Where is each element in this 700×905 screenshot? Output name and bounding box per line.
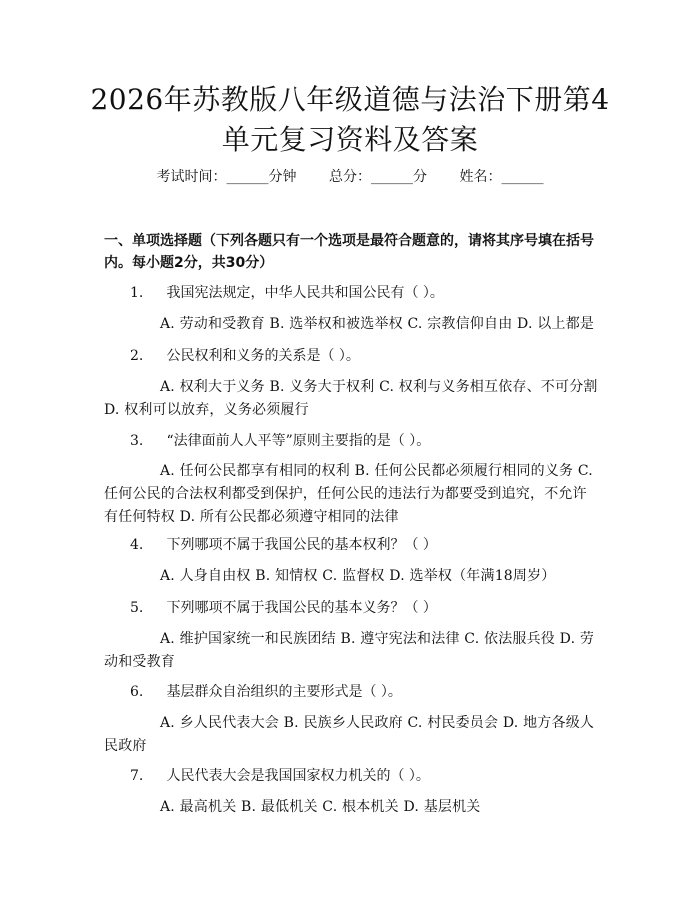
question-7 [104, 765, 600, 787]
question-number: 5. [130, 600, 144, 616]
question-stem: 我国宪法规定，中华人民共和国公民有（ ）。 [166, 285, 444, 301]
question-2 [104, 345, 600, 367]
question-number: 1. [130, 285, 144, 301]
question-stem: 人民代表大会是我国国家权力机关的（ ）。 [166, 768, 430, 784]
question-3-options: A. 任何公民都享有相同的权利 B. 任何公民都必须履行相同的义务 C. 任何公民的合法权利都受到保护，任何公民的违法行为都要受到追究，不允许有任何特权 D. 所有公民都必须遵守相同的法律 [104, 463, 593, 525]
question-3 [104, 430, 600, 452]
question-4-options: A. 人身自由权 B. 知情权 C. 监督权 D. 选举权（年满18周岁） [160, 568, 556, 584]
question-1-options: A. 劳动和受教育 B. 选举权和被选举权 C. 宗教信仰自由 D. 以上都是 [160, 316, 595, 332]
student-name: 姓名：______ [459, 169, 544, 185]
question-4 [104, 534, 600, 556]
question-stem: “法律面前人人平等”原则主要指的是（ ）。 [166, 433, 431, 449]
question-number: 4. [130, 537, 144, 553]
question-number: 6. [130, 684, 144, 700]
question-stem: 基层群众自治组织的主要形式是（ ）。 [166, 684, 402, 700]
section-heading: 一、单项选择题（下列各题只有一个选项是最符合题意的，请将其序号填在括号内。每小题2分，共30分） [104, 233, 594, 271]
question-6 [104, 681, 600, 703]
question-5 [104, 597, 600, 619]
question-6-options: A. 乡人民代表大会 B. 民族乡人民政府 C. 村民委员会 D. 地方各级人民政府 [104, 715, 595, 754]
question-2-options: A. 权利大于义务 B. 义务大于权利 C. 权利与义务相互依存、不可分割 D. 权利可以放弃，义务必须履行 [104, 379, 598, 418]
question-5-options: A. 维护国家统一和民族团结 B. 遵守宪法和法律 C. 依法服兵役 D. 劳动和受教育 [104, 631, 595, 670]
question-stem: 下列哪项不属于我国公民的基本权利？（ ） [166, 537, 437, 553]
question-1 [104, 282, 600, 304]
document-title: 2026年苏教版八年级道德与法治下册第4单元复习资料及答案 [90, 83, 610, 156]
question-stem: 下列哪项不属于我国公民的基本义务？（ ） [166, 600, 437, 616]
exam-time: 考试时间：______分钟 [156, 169, 297, 185]
question-number: 7. [130, 768, 144, 784]
question-number: 2. [130, 348, 144, 364]
exam-score: 总分：______分 [329, 169, 427, 185]
exam-meta [0, 166, 700, 188]
question-7-options: A. 最高机关 B. 最低机关 C. 根本机关 D. 基层机关 [160, 799, 481, 815]
question-number: 3. [130, 433, 144, 449]
question-stem: 公民权利和义务的关系是（ ）。 [166, 348, 360, 364]
